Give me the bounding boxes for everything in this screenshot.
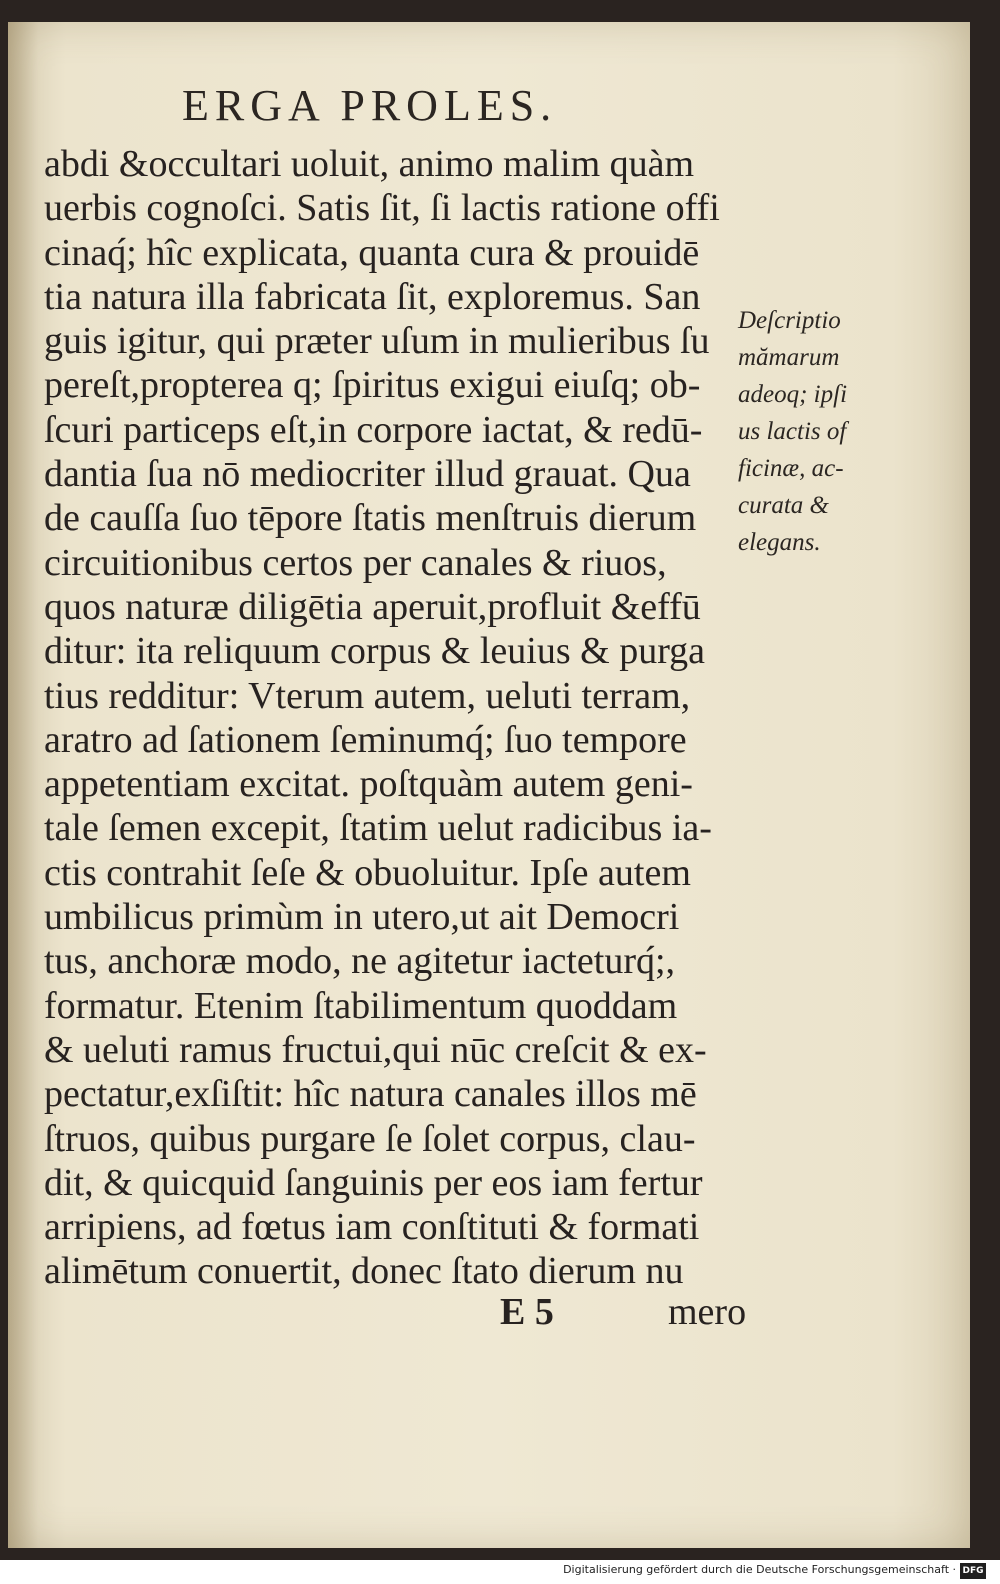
funding-credit: Digitalisierung gefördert durch die Deutsche Forschungsgemeinschaft · <box>563 1563 956 1576</box>
text-line: quos naturæ diligētia aperuit,profluit &effū <box>44 585 701 628</box>
dfg-logo: DFG <box>960 1563 986 1579</box>
marginal-note <box>738 302 847 561</box>
marginal-note-line: adeoq; ipſi <box>738 381 848 408</box>
text-line: arripiens, ad fœtus iam conſtituti & formati <box>44 1206 700 1249</box>
marginal-note-line: us lactis of <box>738 418 847 445</box>
signature-mark: E 5 <box>500 1291 554 1333</box>
text-line: dantia ſua nō mediocriter illud grauat. Qua <box>44 453 691 496</box>
marginal-note-line: ficinæ, ac- <box>738 455 844 482</box>
text-line: tia natura illa fabricata ſit, exploremus. San <box>44 275 701 318</box>
text-line: ditur: ita reliquum corpus & leuius & purga <box>44 630 706 673</box>
marginal-note-line: mămarum <box>738 344 840 371</box>
text-line: tius redditur: Vterum autem, ueluti terram, <box>44 674 691 717</box>
text-line: formatur. Etenim ſtabilimentum quoddam <box>44 984 678 1027</box>
text-line: aratro ad ſationem ſeminumq́; ſuo tempore <box>44 718 687 761</box>
text-line: ſtruos, quibus purgare ſe ſolet corpus, clau- <box>44 1117 696 1160</box>
text-line: pectatur,exſiſtit: hîc natura canales illos mē <box>44 1073 697 1116</box>
text-line: abdi &occultari uoluit, animo malim quàm <box>44 143 695 185</box>
marginal-note-line: Deſcriptio <box>738 307 841 334</box>
text-line: cinaq́; hîc explicata, quanta cura & prouidē <box>44 231 700 274</box>
text-line: ſcuri particeps eſt,in corpore iactat, & redū- <box>44 408 703 451</box>
text-line: alimētum conuertit, donec ſtato dierum nu <box>44 1250 684 1293</box>
page-gutter-shadow <box>8 22 38 1548</box>
marginal-note-line: elegans. <box>738 529 821 556</box>
text-line: tale ſemen excepit, ſtatim uelut radicibus ia- <box>44 807 712 850</box>
text-line: pereſt,propterea q; ſpiritus exigui eiuſq; ob- <box>44 364 701 407</box>
catchword: mero <box>668 1291 747 1333</box>
text-line: ctis contrahit ſeſe & obuoluitur. Ipſe autem <box>44 851 691 894</box>
running-head: ERGA PROLES. <box>182 81 558 130</box>
text-line: uerbis cognoſci. Satis ſit, ſi lactis ratione offi <box>44 187 720 230</box>
text-line: de cauſſa ſuo tēpore ſtatis menſtruis dierum <box>44 497 697 540</box>
text-line: umbilicus primùm in utero,ut ait Democri <box>44 896 680 939</box>
text-line: guis igitur, qui præter uſum in mulieribus ſu <box>44 320 710 363</box>
text-line: appetentiam excitat. poſtquàm autem geni- <box>44 763 693 806</box>
text-line: tus, anchoræ modo, ne agitetur iacteturq́;, <box>44 940 676 983</box>
main-text-block <box>44 142 784 1294</box>
text-line: & ueluti ramus fructui,qui nūc creſcit & ex- <box>44 1028 707 1071</box>
text-line: circuitionibus certos per canales & riuos, <box>44 541 667 584</box>
marginal-note-line: curata & <box>738 492 829 519</box>
text-line: dit, & quicquid ſanguinis per eos iam fertur <box>44 1161 703 1204</box>
